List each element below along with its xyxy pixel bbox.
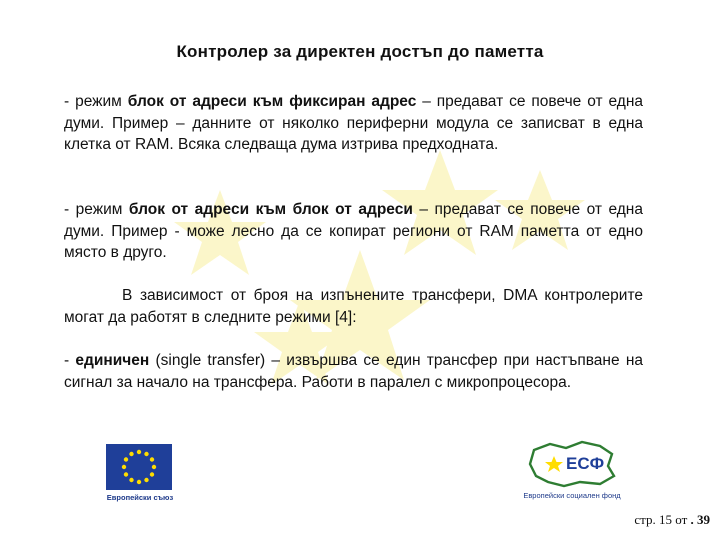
paragraph-mode-block-to-fixed <box>64 91 643 156</box>
text-suffix: (single transfer) – извършва се един трансфер при настъпване на сигнал за начало на трансфера. Работи в паралел с микропроцесора. <box>64 352 643 391</box>
text-bold: единичен <box>75 352 150 369</box>
esf-logo-caption: Европейски социален фонд <box>523 491 621 500</box>
eu-flag-icon <box>106 444 172 490</box>
esf-logo <box>520 436 624 506</box>
paragraph-mode-block-to-block <box>64 199 643 264</box>
text-prefix: - режим <box>64 201 129 218</box>
text-prefix: - <box>64 352 76 369</box>
text-bold: блок от адреси към блок от адреси <box>128 201 413 218</box>
esf-logo-text: ЕСФ <box>566 454 605 473</box>
page-number <box>634 512 710 528</box>
page-number-total: . 39 <box>690 512 710 527</box>
text-bold: блок от адреси към фиксиран адрес <box>127 93 417 110</box>
eu-logo <box>106 444 172 504</box>
bulgaria-map-icon <box>520 436 624 492</box>
text-suffix: – предават се повече от една думи. Пример - може лесно да се копират региони от RAM паметта от едно място в друго. <box>64 201 643 261</box>
text-prefix: - режим <box>64 93 128 110</box>
text-suffix: – предават се повече от една думи. Пример – данните от няколко периферни модула се записват в една клетка от RAM. Всяка следваща дума изтрива предходната. <box>64 93 643 153</box>
page-title: Контролер за директен достъп до паметта <box>176 42 544 61</box>
paragraph-dma-modes-intro: В зависимост от броя на изпънените трансфери, DMA контролерите могат да работят в следните режими [4]: <box>64 287 643 326</box>
eu-logo-caption: Европейски съюз <box>106 493 174 502</box>
page-number-label: стр. 15 от <box>634 512 688 527</box>
paragraph-single-transfer <box>64 350 643 393</box>
